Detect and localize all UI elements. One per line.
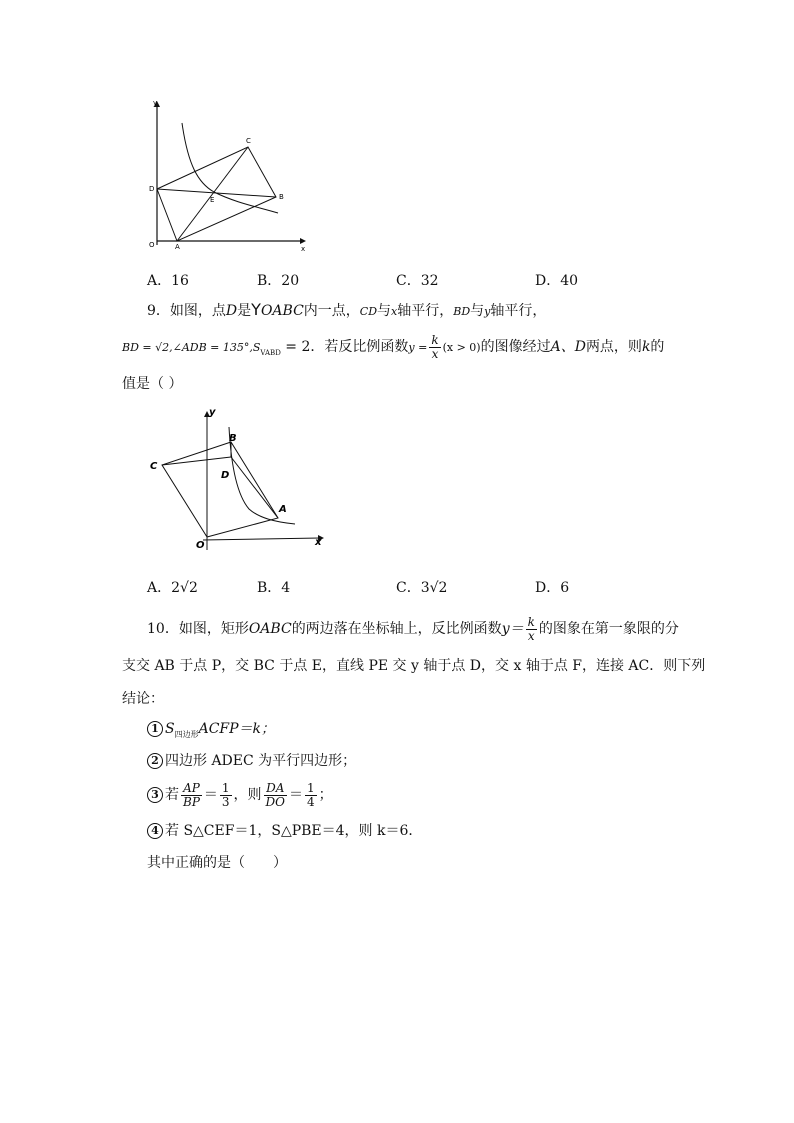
q9-line1: 9．如图，点D是YOABC内一点，CD与x轴平行，BD与y轴平行， xyxy=(147,300,547,319)
fig9-label-x: x xyxy=(315,537,322,548)
q10-conclusion-4: 4 若 S△CEF＝1，S△PBE＝4，则 k＝6． xyxy=(147,820,422,840)
q10-line3: 结论： xyxy=(122,691,164,707)
q9-option-a[interactable]: A．2√2 xyxy=(147,580,198,596)
q8-option-c[interactable]: C．32 xyxy=(396,273,439,289)
figure-q8 xyxy=(140,95,310,255)
fig9-label-B: B xyxy=(229,433,237,444)
q10-conclusion-3: 3 若 $\frac{AP}{BP}$ ＝ $\frac{1}{3}$ ，则 $\frac{DA}{DO}$ ＝ $\frac{1}{4}$ ； xyxy=(147,778,333,812)
fig8-label-B: B xyxy=(279,193,284,201)
q8-option-b[interactable]: B．20 xyxy=(257,273,300,289)
q9-option-b[interactable]: B．4 xyxy=(257,580,291,596)
fig8-label-x: x xyxy=(301,245,306,253)
q10-conclusion-1: 1 $S_{四边形}ACFP=k$； xyxy=(147,718,275,740)
fig9-label-O: O xyxy=(196,540,205,551)
fig9-label-y: y xyxy=(209,407,216,418)
q9-option-d[interactable]: D．6 xyxy=(535,580,570,596)
q10-answer-prompt: 其中正确的是（ ） xyxy=(147,855,287,871)
fig8-label-E: E xyxy=(210,196,215,204)
q9-line2: BD = √2,∠ADB = $135^\circ,S_{VABD} = 2$．若反比例函数y = $\frac{k}{x}$ (x > 0)的图像经过A、D两点，则k的 xyxy=(122,332,665,361)
fig8-label-A: A xyxy=(175,243,180,251)
fig8-label-O: O xyxy=(149,241,155,249)
fig8-label-C: C xyxy=(246,137,251,145)
fig9-label-A: A xyxy=(279,504,287,515)
q8-option-d[interactable]: D．40 xyxy=(535,273,579,289)
fig8-label-y: y xyxy=(153,99,158,107)
fig9-label-C: C xyxy=(150,461,158,472)
fig9-label-D: D xyxy=(221,470,230,481)
figure-q9 xyxy=(145,405,330,555)
q10-line2: 支交 AB 于点 P，交 BC 于点 E，直线 PE 交 y 轴于点 D，交 x 轴于点 F，连接 AC．则下列 xyxy=(122,658,706,674)
q9-line3: 值是（ ） xyxy=(122,376,183,392)
q9-option-c[interactable]: C．3√2 xyxy=(396,580,448,596)
fig8-label-D: D xyxy=(149,185,155,193)
q10-line1: 10．如图，矩形OABC的两边落在坐标轴上，反比例函数y＝ $\frac{k}{x}$ 的图象在第一象限的分 xyxy=(147,614,679,643)
q8-option-a[interactable]: A．16 xyxy=(147,273,189,289)
q10-conclusion-2: 2 四边形 ADEC 为平行四边形； xyxy=(147,750,356,770)
